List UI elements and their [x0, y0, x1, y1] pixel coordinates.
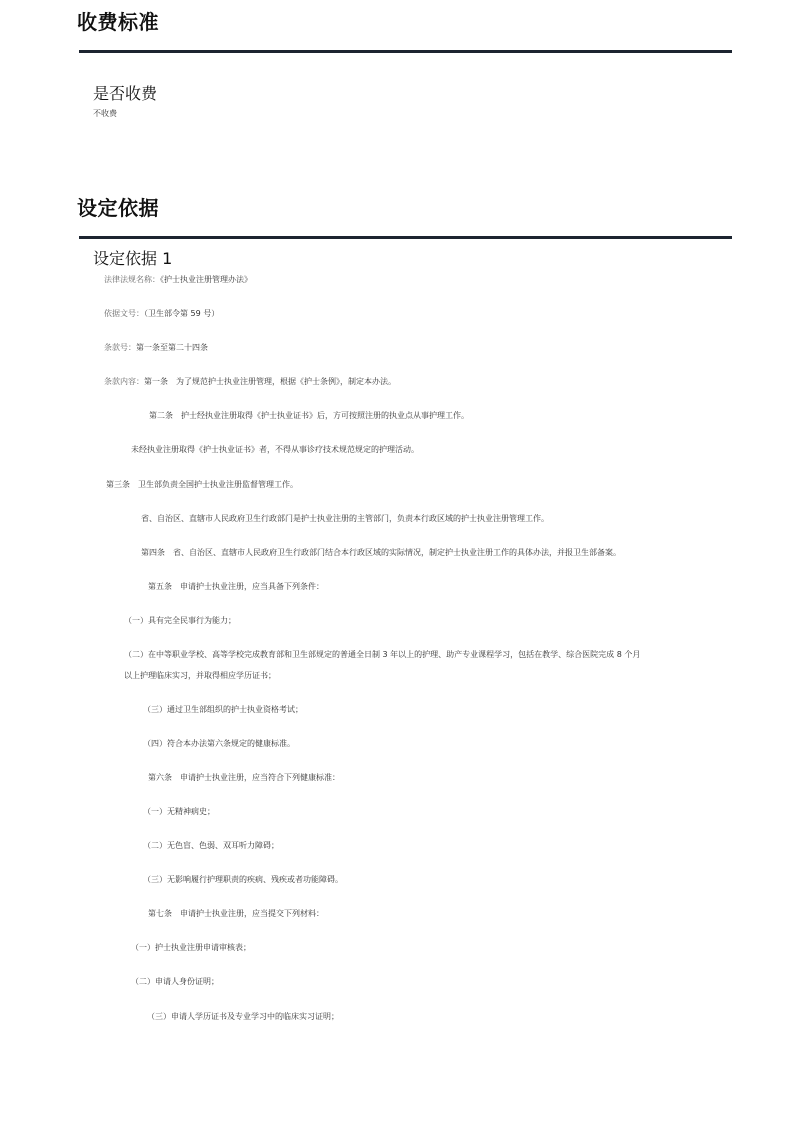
content-first-line: 第一条 为了规范护士执业注册管理，根据《护士条例》，制定本办法。	[144, 377, 396, 386]
article-no-value: 第一条至第二十四条	[136, 343, 208, 352]
basis-section-divider	[79, 236, 732, 239]
content-line: （四）符合本办法第六条规定的健康标准。	[143, 739, 295, 748]
content-line: （三）无影响履行护理职责的疾病、残疾或者功能障碍。	[143, 875, 343, 884]
article-no-row	[104, 344, 208, 352]
fee-value: 不收费	[93, 109, 117, 118]
content-line: （二）申请人身份证明；	[131, 977, 219, 986]
content-row	[104, 378, 396, 386]
content-line: （一）具有完全民事行为能力；	[124, 616, 236, 625]
content-line: （一）护士执业注册申请审核表；	[131, 943, 251, 952]
content-line: （二）在中等职业学校、高等学校完成教育部和卫生部规定的普通全日制 3 年以上的护理、助产专业课程学习，包括在教学、综合医院完成 8 个月	[124, 650, 641, 659]
basis-entry-title: 设定依据 1	[93, 249, 173, 268]
content-line: 第七条 申请护士执业注册，应当提交下列材料：	[148, 909, 324, 918]
content-line: （二）无色盲、色弱、双耳听力障碍；	[143, 841, 279, 850]
fee-section-title: 收费标准	[77, 10, 159, 34]
content-line: 第三条 卫生部负责全国护士执业注册监督管理工作。	[106, 480, 298, 489]
content-line: （一）无精神病史；	[143, 807, 215, 816]
law-name-value: 《护士执业注册管理办法》	[160, 275, 252, 284]
content-line: 未经执业注册取得《护士执业证书》者，不得从事诊疗技术规范规定的护理活动。	[131, 445, 419, 454]
content-line: （三）通过卫生部组织的护士执业资格考试；	[143, 705, 303, 714]
content-line: 第五条 申请护士执业注册，应当具备下列条件：	[148, 582, 324, 591]
fee-section-divider	[79, 50, 732, 53]
law-name-label: 法律法规名称：	[104, 275, 160, 284]
content-line: 第六条 申请护士执业注册，应当符合下列健康标准：	[148, 773, 340, 782]
content-line: （三）申请人学历证书及专业学习中的临床实习证明；	[147, 1012, 339, 1021]
content-line: 省、自治区、直辖市人民政府卫生行政部门是护士执业注册的主管部门，负责本行政区域的护士执业注册管理工作。	[141, 514, 549, 523]
article-no-label: 条款号：	[104, 343, 136, 352]
doc-no-label: 依据文号：	[104, 309, 144, 318]
law-name-row	[104, 276, 252, 284]
content-line: 以上护理临床实习，并取得相应学历证书；	[124, 671, 276, 680]
content-line: 第四条 省、自治区、直辖市人民政府卫生行政部门结合本行政区域的实际情况，制定护士执业注册工作的具体办法，并报卫生部备案。	[141, 548, 621, 557]
doc-no-row	[104, 310, 219, 318]
content-line: 第二条 护士经执业注册取得《护士执业证书》后，方可按照注册的执业点从事护理工作。	[149, 411, 469, 420]
fee-subtitle: 是否收费	[93, 84, 158, 103]
basis-section-title: 设定依据	[77, 196, 159, 220]
doc-no-value: （卫生部令第 59 号）	[144, 309, 220, 318]
content-label: 条款内容：	[104, 377, 144, 386]
